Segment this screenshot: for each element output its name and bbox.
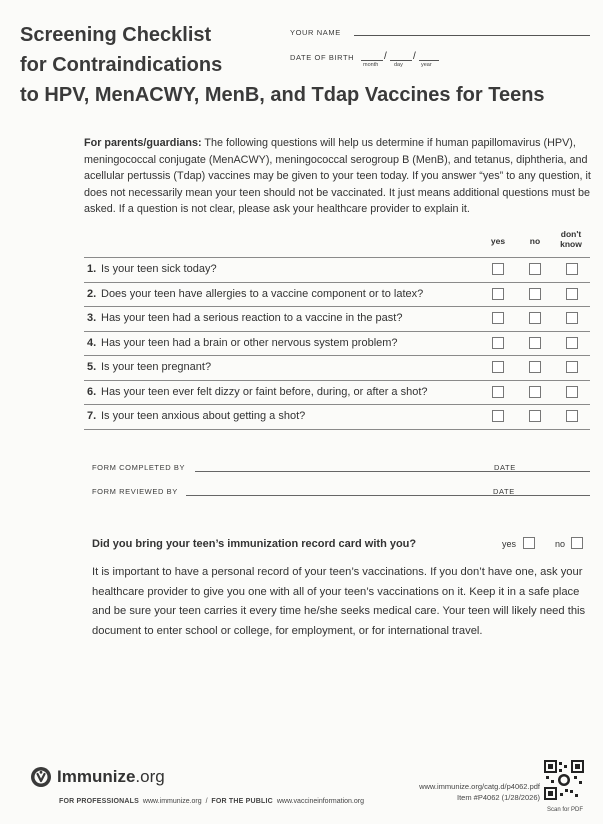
dont-know-checkbox[interactable] xyxy=(566,410,578,422)
dob-slash-1: / xyxy=(384,51,387,62)
dob-month-line[interactable] xyxy=(361,60,383,61)
form-reviewed-by-label: FORM REVIEWED BY xyxy=(92,487,178,496)
yes-checkbox[interactable] xyxy=(492,263,504,275)
reviewed-date-label: DATE xyxy=(493,487,515,496)
question-number: 1. xyxy=(87,263,97,275)
question-label: Has your teen had a brain or other nervous system problem? xyxy=(101,336,398,349)
intro-lead: For parents/guardians: xyxy=(84,137,202,149)
question-number: 2. xyxy=(87,287,97,300)
question-text xyxy=(87,386,428,398)
question-number: 5. xyxy=(87,361,97,373)
logo-name: Immunize xyxy=(57,767,136,786)
question-row xyxy=(84,404,590,430)
question-number: 4. xyxy=(87,336,97,349)
column-no-header: no xyxy=(529,236,541,246)
logo-tld: .org xyxy=(135,767,165,786)
question-number: 3. xyxy=(87,312,97,324)
yes-checkbox[interactable] xyxy=(492,337,504,349)
question-row xyxy=(84,380,590,405)
column-yes-header: yes xyxy=(490,236,506,246)
footer-item-info xyxy=(419,781,540,803)
question-label: Has your teen ever felt dizzy or faint before, during, or after a shot? xyxy=(101,385,428,398)
question-label: Does your teen have allergies to a vaccine component or to latex? xyxy=(101,287,424,300)
question-text xyxy=(87,288,423,300)
no-checkbox[interactable] xyxy=(529,312,541,324)
footer-divider: / xyxy=(205,798,208,805)
form-reviewed-by-field[interactable] xyxy=(92,487,590,499)
pdf-link[interactable]: www.immunize.org/catg.d/p4062.pdf xyxy=(419,782,540,791)
question-label: Is your teen sick today? xyxy=(101,263,217,275)
for-the-public-label: FOR THE PUBLIC xyxy=(211,798,273,805)
title-line-1: Screening Checklist xyxy=(20,24,212,46)
immunize-logo-text xyxy=(57,767,165,787)
yes-checkbox[interactable] xyxy=(492,312,504,324)
question-text xyxy=(87,263,217,275)
question-text xyxy=(87,361,211,373)
date-of-birth-label: DATE OF BIRTH xyxy=(290,53,355,62)
completed-date-line[interactable] xyxy=(520,471,590,472)
for-professionals-label: FOR PROFESSIONALS xyxy=(59,798,140,805)
question-label: Has your teen had a serious reaction to a vaccine in the past? xyxy=(101,312,403,324)
dob-year-caption: year xyxy=(421,62,432,68)
column-dont-know-line-1: don't xyxy=(560,229,582,239)
dont-know-checkbox[interactable] xyxy=(566,361,578,373)
your-name-label: YOUR NAME xyxy=(290,28,341,37)
dont-know-checkbox[interactable] xyxy=(566,288,578,300)
yes-checkbox[interactable] xyxy=(492,361,504,373)
record-card-no-label: no xyxy=(555,539,566,549)
question-number: 7. xyxy=(87,410,97,422)
dont-know-checkbox[interactable] xyxy=(566,312,578,324)
title-line-3: to HPV, MenACWY, MenB, and Tdap Vaccines for Teens xyxy=(20,84,545,106)
intro-body: The following questions will help us determine if human papillomavirus (HPV), meningococcal conjugate (MenACWY), meningococcal serogroup B (MenB), and tetanus, diphtheria, and acellular pertussis (Tdap) vaccines may be given to your teen today. If you answer “yes” to any question, it does not necessarily mean your teen should not be vaccinated. It just means additional questions must be asked. If a question is not clear, please ask your healthcare provider to explain it. xyxy=(84,137,591,216)
professionals-link[interactable]: www.immunize.org xyxy=(142,798,202,805)
your-name-field[interactable] xyxy=(290,28,590,42)
questions-table xyxy=(84,257,590,430)
record-card-question: Did you bring your teen’s immunization record card with you? xyxy=(92,538,417,550)
column-dont-know-line-2: know xyxy=(560,239,582,249)
no-checkbox[interactable] xyxy=(529,263,541,275)
question-row xyxy=(84,355,590,380)
dob-year-line[interactable] xyxy=(419,60,439,61)
question-text xyxy=(87,410,305,422)
question-row xyxy=(84,331,590,356)
question-label: Is your teen anxious about getting a shot? xyxy=(101,410,306,422)
dont-know-checkbox[interactable] xyxy=(566,337,578,349)
no-checkbox[interactable] xyxy=(529,386,541,398)
dob-day-line[interactable] xyxy=(390,60,412,61)
question-text xyxy=(87,312,402,324)
public-link[interactable]: www.vaccineinformation.org xyxy=(276,798,364,805)
completed-date-label: DATE xyxy=(494,463,516,472)
yes-checkbox[interactable] xyxy=(492,410,504,422)
record-card-paragraph: It is important to have a personal record of your teen’s vaccinations. If you don’t have one, ask your healthcare provider to give you one with all of your teen’s vaccinations on it. Keep it in a safe place and be sure your teen carries it every time he/she seeks medical care. Your teen will likely need this document to enter school or college, for employment, or for international travel. xyxy=(92,566,586,637)
column-dont-know-header xyxy=(554,229,588,249)
no-checkbox[interactable] xyxy=(529,361,541,373)
record-card-yes-checkbox[interactable] xyxy=(523,537,535,549)
item-number: Item #P4062 (1/28/2026) xyxy=(457,793,540,802)
no-checkbox[interactable] xyxy=(529,288,541,300)
question-row xyxy=(84,306,590,331)
dob-day-caption: day xyxy=(394,62,403,68)
reviewed-date-line[interactable] xyxy=(519,495,590,496)
your-name-line[interactable] xyxy=(354,35,590,36)
question-label: Is your teen pregnant? xyxy=(101,361,212,373)
dob-month-caption: month xyxy=(363,62,379,68)
no-checkbox[interactable] xyxy=(529,410,541,422)
form-completed-by-label: FORM COMPLETED BY xyxy=(92,463,186,472)
form-completed-by-field[interactable] xyxy=(92,463,590,475)
record-card-yes-label: yes xyxy=(502,539,517,549)
qr-code-icon xyxy=(544,760,584,800)
immunize-logo-icon xyxy=(30,766,52,788)
date-of-birth-field[interactable] xyxy=(290,53,450,75)
qr-caption: Scan for PDF xyxy=(546,807,583,813)
footer-links xyxy=(59,798,364,805)
no-checkbox[interactable] xyxy=(529,337,541,349)
question-row xyxy=(84,257,590,282)
yes-checkbox[interactable] xyxy=(492,386,504,398)
title-line-2: for Contraindications xyxy=(20,54,223,76)
dob-slash-2: / xyxy=(413,51,416,62)
dont-know-checkbox[interactable] xyxy=(566,386,578,398)
dont-know-checkbox[interactable] xyxy=(566,263,578,275)
yes-checkbox[interactable] xyxy=(492,288,504,300)
question-text xyxy=(87,337,398,349)
record-card-no-checkbox[interactable] xyxy=(571,537,583,549)
question-row xyxy=(84,282,590,307)
question-number: 6. xyxy=(87,385,97,398)
intro-paragraph xyxy=(84,135,594,218)
